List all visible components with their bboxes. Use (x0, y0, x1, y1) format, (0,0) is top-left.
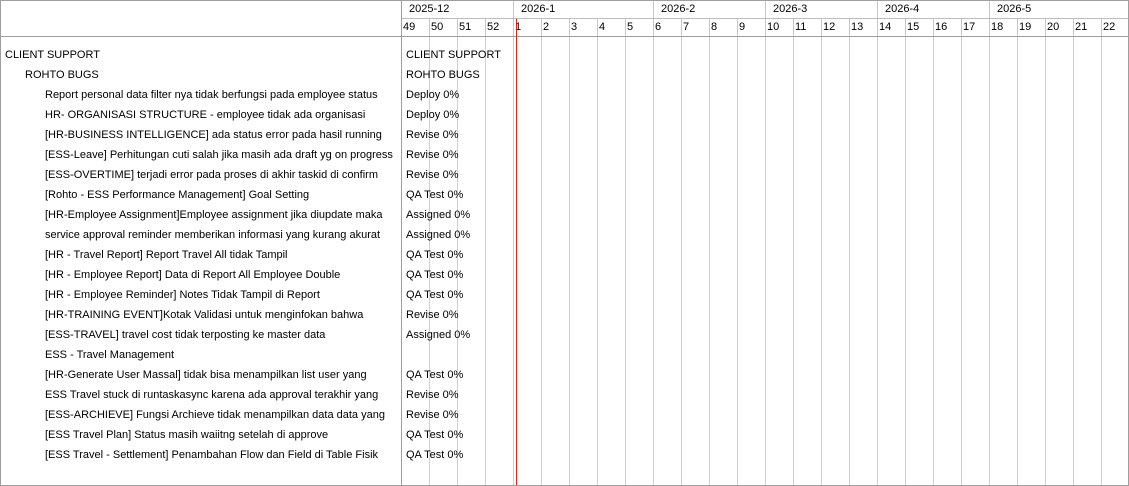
task-tree-header (1, 1, 401, 37)
task-row-name[interactable]: Report personal data filter nya tidak berfungsi pada employee status (45, 89, 378, 101)
timeline-week-cell: 9 (738, 19, 766, 36)
task-status-label: Revise 0% (406, 389, 459, 401)
task-status-label: Assigned 0% (406, 329, 471, 341)
timeline-row[interactable] (402, 185, 1128, 205)
timeline-month-cell: 2026-3 (766, 1, 878, 18)
timeline-row[interactable] (402, 165, 1128, 185)
group-row-name[interactable]: ROHTO BUGS (25, 69, 99, 81)
timeline-week-cell: 16 (934, 19, 962, 36)
task-row-name[interactable]: [HR-Generate User Massal] tidak bisa menampilkan list user yang (45, 369, 367, 381)
task-row-name[interactable]: ESS - Travel Management (45, 349, 175, 361)
timeline-row[interactable] (402, 45, 1128, 65)
task-row-name[interactable]: [HR - Employee Reminder] Notes Tidak Tampil di Report (45, 289, 320, 301)
task-status-label: Revise 0% (406, 149, 459, 161)
timeline-week-cell: 18 (990, 19, 1018, 36)
timeline-week-cell: 14 (878, 19, 906, 36)
task-row-name[interactable]: [HR-Employee Assignment]Employee assignment jika diupdate maka (45, 209, 383, 221)
timeline-week-cell: 3 (570, 19, 598, 36)
timeline-row[interactable] (402, 325, 1128, 345)
timeline-week-cell: 52 (486, 19, 514, 36)
task-status-label: Deploy 0% (406, 109, 460, 121)
task-status-label: QA Test 0% (406, 269, 464, 281)
task-row-name[interactable]: [HR-TRAINING EVENT]Kotak Validasi untuk menginfokan bahwa (45, 309, 364, 321)
timeline-week-cell: 4 (598, 19, 626, 36)
task-status-label: QA Test 0% (406, 289, 464, 301)
timeline-row[interactable] (402, 225, 1128, 245)
task-status-label: QA Test 0% (406, 429, 464, 441)
task-row-name[interactable]: [ESS Travel - Settlement] Penambahan Flow dan Field di Table Fisik (45, 449, 379, 461)
timeline-week-cell: 12 (822, 19, 850, 36)
timeline-week-cell: 8 (710, 19, 738, 36)
timeline-month-cell: 2026-1 (514, 1, 654, 18)
timeline-row[interactable] (402, 125, 1128, 145)
timeline-week-cell: 50 (430, 19, 458, 36)
task-row-name[interactable]: service approval reminder memberikan informasi yang kurang akurat (45, 229, 381, 241)
timeline-week-cell: 10 (766, 19, 794, 36)
timeline-week-cell: 49 (402, 19, 430, 36)
timeline-row[interactable] (402, 425, 1128, 445)
timeline-week-cell: 21 (1074, 19, 1102, 36)
timeline-month-header (402, 1, 1128, 19)
task-status-label: QA Test 0% (406, 449, 464, 461)
timeline-week-header (402, 19, 1128, 37)
timeline-bar-rows (402, 45, 1128, 465)
task-row-name[interactable]: [ESS-OVERTIME] terjadi error pada proses di akhir taskid di confirm (45, 169, 378, 181)
timeline-week-cell: 5 (626, 19, 654, 36)
group-row-name[interactable]: CLIENT SUPPORT (5, 49, 100, 61)
timeline-week-cell: 11 (794, 19, 822, 36)
timeline-row[interactable] (402, 365, 1128, 385)
timeline-pane[interactable] (402, 1, 1128, 485)
timeline-row[interactable] (402, 145, 1128, 165)
timeline-week-cell: 22 (1102, 19, 1128, 36)
timeline-week-cell: 6 (654, 19, 682, 36)
task-status-label: ROHTO BUGS (406, 69, 480, 81)
timeline-row[interactable] (402, 265, 1128, 285)
task-row-name[interactable]: [HR - Employee Report] Data di Report All Employee Double (45, 269, 341, 281)
timeline-row[interactable] (402, 405, 1128, 425)
task-row-name[interactable]: [ESS-Leave] Perhitungan cuti salah jika masih ada draft yg on progress (45, 149, 393, 161)
task-status-label: QA Test 0% (406, 249, 464, 261)
task-status-label: Revise 0% (406, 409, 459, 421)
timeline-row[interactable] (402, 205, 1128, 225)
task-row-name[interactable]: ESS Travel stuck di runtaskasync karena ada approval terakhir yang (45, 389, 379, 401)
timeline-row[interactable] (402, 245, 1128, 265)
task-status-label: Revise 0% (406, 129, 459, 141)
timeline-month-cell: 2026-2 (654, 1, 766, 18)
task-status-label: Assigned 0% (406, 229, 471, 241)
task-status-label: Deploy 0% (406, 89, 460, 101)
task-status-label: CLIENT SUPPORT (406, 49, 501, 61)
task-status-label: Revise 0% (406, 309, 459, 321)
task-row-name[interactable]: [ESS-TRAVEL] travel cost tidak terposting ke master data (45, 329, 326, 341)
task-row-name[interactable]: [Rohto - ESS Performance Management] Goal Setting (45, 189, 310, 201)
timeline-week-cell: 1 (514, 19, 542, 36)
timeline-month-cell: 2025-12 (402, 1, 514, 18)
timeline-row[interactable] (402, 345, 1128, 365)
timeline-row[interactable] (402, 85, 1128, 105)
task-row-name[interactable]: [ESS-ARCHIEVE] Fungsi Archieve tidak menampilkan data data yang (45, 409, 385, 421)
timeline-week-cell: 19 (1018, 19, 1046, 36)
timeline-month-cell: 2026-4 (878, 1, 990, 18)
timeline-row[interactable] (402, 285, 1128, 305)
task-row-name[interactable]: HR- ORGANISASI STRUCTURE - employee tidak ada organisasi (45, 109, 366, 121)
timeline-row[interactable] (402, 385, 1128, 405)
timeline-week-cell: 15 (906, 19, 934, 36)
task-row-name[interactable]: [HR - Travel Report] Report Travel All tidak Tampil (45, 249, 288, 261)
timeline-week-cell: 13 (850, 19, 878, 36)
timeline-week-cell: 51 (458, 19, 486, 36)
task-status-label: QA Test 0% (406, 369, 464, 381)
timeline-week-cell: 20 (1046, 19, 1074, 36)
task-status-label: Revise 0% (406, 169, 459, 181)
timeline-row[interactable] (402, 105, 1128, 125)
timeline-row[interactable] (402, 65, 1128, 85)
timeline-row[interactable] (402, 305, 1128, 325)
task-row-name[interactable]: [HR-BUSINESS INTELLIGENCE] ada status error pada hasil running (45, 129, 382, 141)
task-tree-rows (1, 45, 401, 465)
timeline-month-cell: 2026-5 (990, 1, 1128, 18)
timeline-week-cell: 17 (962, 19, 990, 36)
timeline-row[interactable] (402, 445, 1128, 465)
task-status-label: Assigned 0% (406, 209, 471, 221)
task-tree-pane (1, 1, 402, 485)
timeline-week-cell: 2 (542, 19, 570, 36)
task-status-label: QA Test 0% (406, 189, 464, 201)
timeline-week-cell: 7 (682, 19, 710, 36)
task-row-name[interactable]: [ESS Travel Plan] Status masih waiitng setelah di approve (45, 429, 329, 441)
